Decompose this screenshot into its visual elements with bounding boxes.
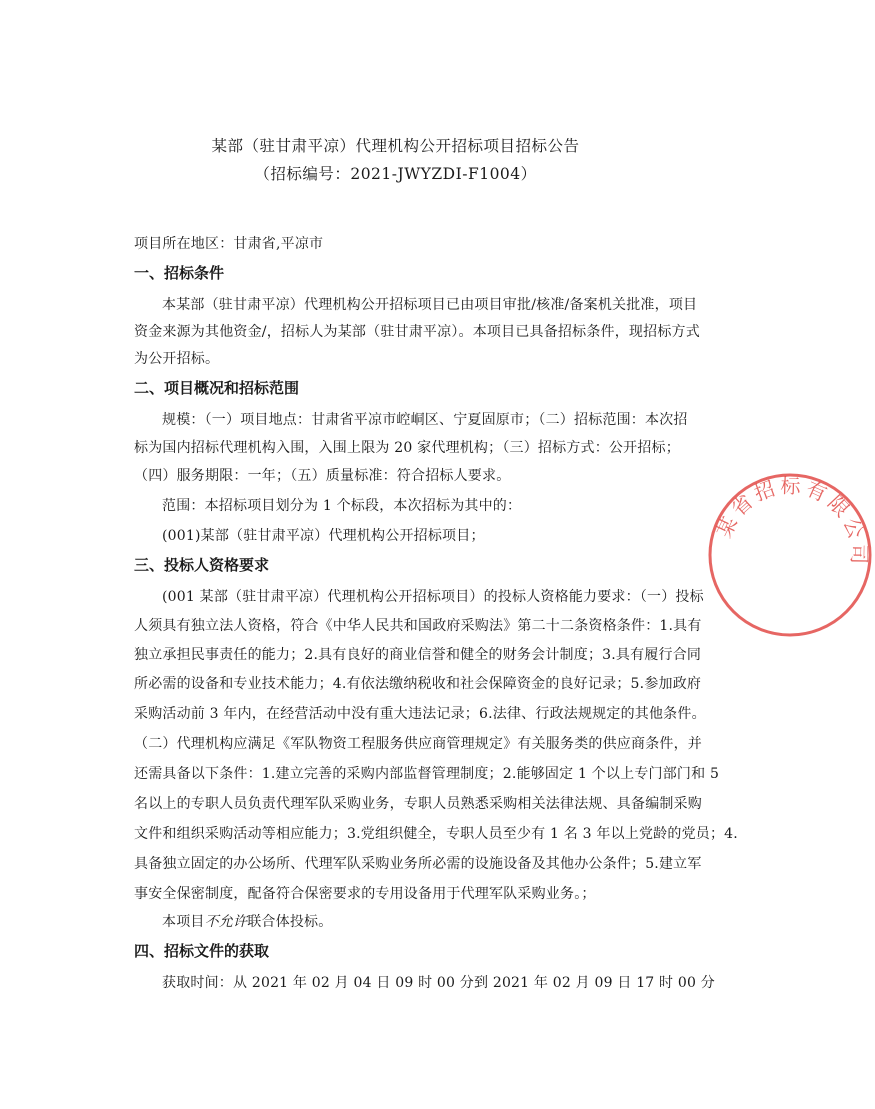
document-title: 某部（驻甘肃平凉）代理机构公开招标项目招标公告 xyxy=(211,137,580,155)
s3-line-2: 独立承担民事责任的能力；2.具有良好的商业信誉和健全的财务会计制度；3.具有履行合同 xyxy=(134,647,702,663)
joint-bid-suffix: 联合体投标。 xyxy=(247,914,333,930)
s3-line-1: 人须具有独立法人资格，符合《中华人民共和国政府采购法》第二十二条资格条件：1.具有 xyxy=(134,618,702,634)
s3-line-9: 具备独立固定的办公场所、代理军队采购业务所必需的设施设备及其他办公条件；5.建立军 xyxy=(134,856,702,872)
s1-line-0: 本某部（驻甘肃平凉）代理机构公开招标项目已由项目审批/核准/备案机关批准，项目 xyxy=(162,297,698,313)
section-2-heading: 二、项目概况和招标范围 xyxy=(134,379,300,397)
acquisition-time: 获取时间：从 2021 年 02 月 04 日 09 时 00 分到 2021 年 02 月 09 日 17 时 00 分 xyxy=(162,975,715,991)
s3-line-7: 名以上的专职人员负责代理军队采购业务，专职人员熟悉采购相关法律法规、具备编制采购 xyxy=(134,796,702,812)
s2-line-2: （四）服务期限：一年；（五）质量标准：符合招标人要求。 xyxy=(134,468,511,484)
joint-bid-line xyxy=(162,911,332,931)
section-3-heading: 三、投标人资格要求 xyxy=(134,556,270,574)
s3-line-6: 还需具备以下条件：1.建立完善的采购内部监督管理制度；2.能够固定 1 个以上专门部门和 5 xyxy=(134,766,720,782)
s2-line-4: (001)某部（驻甘肃平凉）代理机构公开招标项目； xyxy=(162,528,485,544)
section-4-heading: 四、招标文件的获取 xyxy=(134,942,270,960)
s3-line-10: 事安全保密制度，配备符合保密要求的专用设备用于代理军队采购业务。； xyxy=(134,886,596,902)
s2-line-0: 规模：（一）项目地点：甘肃省平凉市崆峒区、宁夏固原市；（二）招标范围：本次招 xyxy=(162,412,688,428)
project-location: 项目所在地区：甘肃省,平凉市 xyxy=(134,236,324,252)
s3-line-5: （二）代理机构应满足《军队物资工程服务供应商管理规定》有关服务类的供应商条件，并 xyxy=(134,736,702,752)
s2-line-3: 范围：本招标项目划分为 1 个标段，本次招标为其中的： xyxy=(162,498,522,514)
company-seal-stamp xyxy=(705,470,875,640)
s3-line-8: 文件和组织采购活动等相应能力；3.党组织健全，专职人员至少有 1 名 3 年以上党龄的党员；4. xyxy=(134,826,738,842)
s1-line-2: 为公开招标。 xyxy=(134,351,220,367)
tender-number: （招标编号：2021-JWYZDI-F1004） xyxy=(254,165,537,183)
s3-line-0: (001 某部（驻甘肃平凉）代理机构公开招标项目）的投标人资格能力要求：（一）投标 xyxy=(162,589,704,605)
joint-bid-prefix: 本项目 xyxy=(162,914,205,930)
joint-bid-not-allowed: 不允许 xyxy=(204,914,248,930)
s3-line-4: 采购活动前 3 年内，在经营活动中没有重大违法记录；6.法律、行政法规规定的其他条件。 xyxy=(134,706,706,722)
section-1-heading: 一、招标条件 xyxy=(134,264,225,282)
s2-line-1: 标为国内招标代理机构入围，入围上限为 20 家代理机构；（三）招标方式：公开招标； xyxy=(134,440,680,456)
s3-line-3: 所必需的设备和专业技术能力；4.有依法缴纳税收和社会保障资金的良好记录；5.参加政府 xyxy=(134,676,702,692)
svg-text:某省招标有限公司: 某省招标有限公司 xyxy=(711,473,872,569)
s1-line-1: 资金来源为其他资金/，招标人为某部（驻甘肃平凉）。本项目已具备招标条件，现招标方式 xyxy=(134,324,700,340)
